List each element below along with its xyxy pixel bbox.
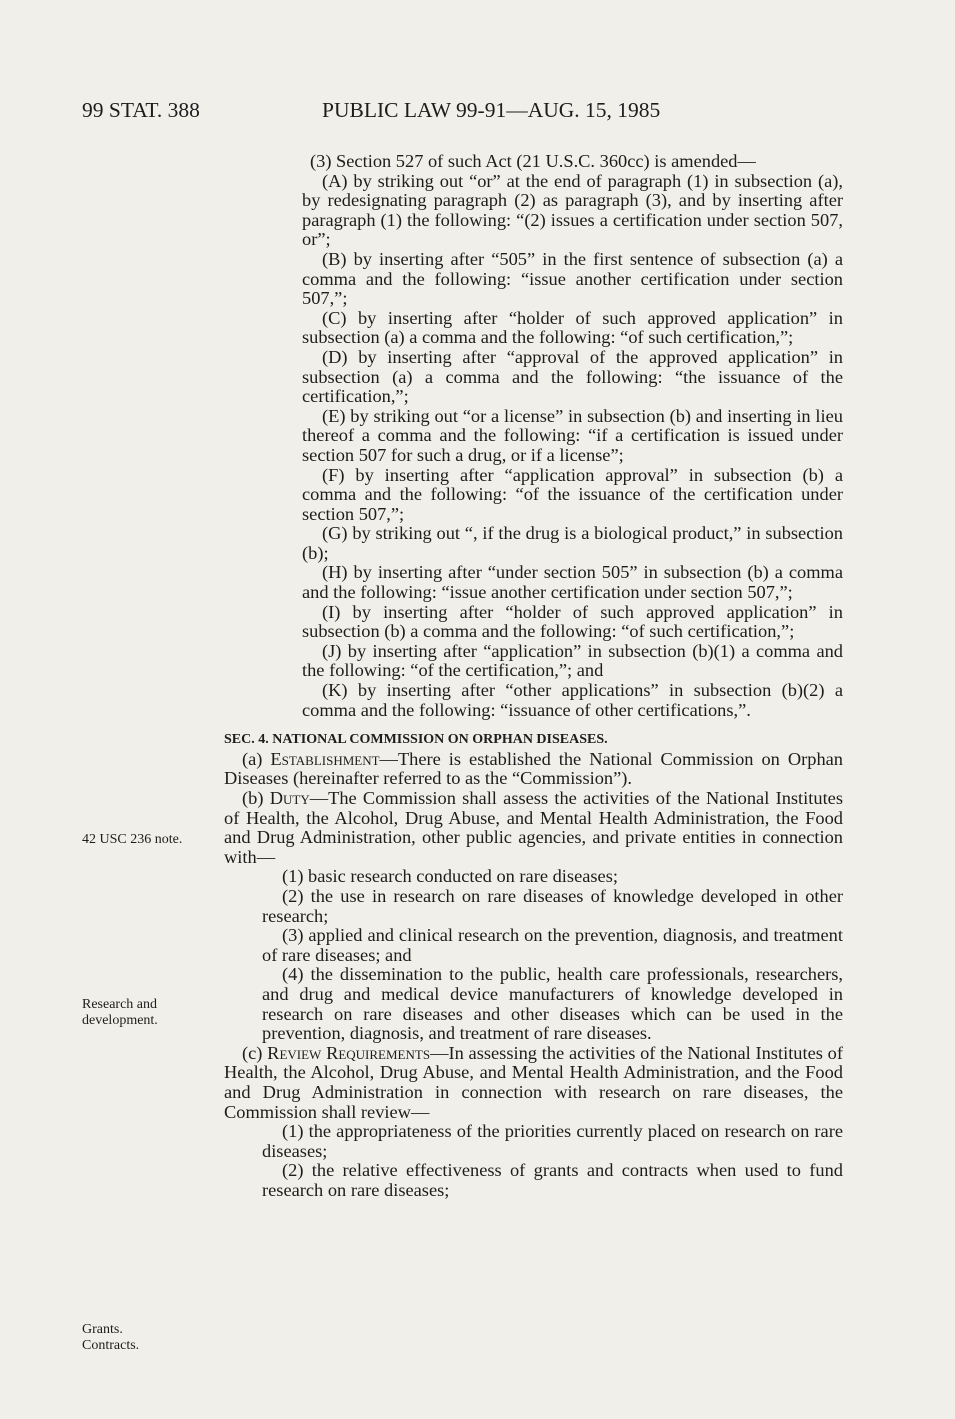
subsection-label: Duty [269, 788, 310, 808]
duty-item: (3) applied and clinical research on the prevention, diagnosis, and treatment of rare diseases; and [262, 925, 843, 965]
review-item: (2) the relative effectiveness of grants and contracts when used to fund research on rare diseases; [262, 1160, 843, 1200]
amendment-item: (C) by inserting after “holder of such approved application” in subsection (a) a comma and the following: “of such certification,”; [302, 307, 843, 348]
margin-note-research [82, 997, 158, 1029]
amendment-item: (H) by inserting after “under section 505” in subsection (b) a comma and the following: “issue another certification under section 507,”; [302, 562, 843, 603]
subsection-label: Review Requirements [267, 1042, 431, 1063]
margin-note-contracts-line: Contracts. [82, 1338, 140, 1353]
amendment-item: (A) by striking out “or” at the end of paragraph (1) in subsection (a), by redesignating paragraph (2) as paragraph (3), and by inserting after paragraph (1) the following: “(2) issues a certification under section 507, or”; [302, 170, 843, 250]
statute-page-reference: 99 STAT. 388 [82, 98, 200, 122]
margin-note-usc: 42 USC 236 note. [82, 832, 183, 847]
amendment-item: (D) by inserting after “approval of the approved application” in subsection (a) a comma and the following: “the issuance of the certification,”; [302, 346, 843, 407]
amendment-item: (F) by inserting after “application approval” in subsection (b) a comma and the following: “of the issuance of the certification under section 507,”; [302, 464, 843, 524]
margin-note-grants-line: Grants. [82, 1322, 123, 1337]
subsection-review: (c) Review Requirements—In assessing the activities of the National Institutes of Health, the Alcohol, Drug Abuse, and Mental Health Administration, and the Food and Drug Administration in connection with research on rare diseases, the Commission shall review— [224, 1042, 843, 1122]
amendment-item: (B) by inserting after “505” in the first sentence of subsection (a) a comma and the following: “issue another certification under section 507,”; [302, 248, 843, 309]
amendment-item: (K) by inserting after “other applications” in subsection (b)(2) a comma and the following: “issuance of other certifications,”. [302, 680, 843, 720]
subsection-label: Establishment [270, 748, 380, 769]
subsection-text: —There is established the National Commission on Orphan Diseases (hereinafter referred to as the “Commission”). [224, 748, 843, 789]
body-text [224, 152, 843, 1200]
subsection-duty: (b) Duty—The Commission shall assess the activities of the National Institutes of Health, the Alcohol, Drug Abuse, and Mental Health Administration, the Food and Drug Administration, other public agencies, and private entities in connection with— [224, 788, 843, 867]
margin-note-research-line: development. [82, 1013, 158, 1028]
amendment-item: (I) by inserting after “holder of such approved application” in subsection (b) a comma and the following: “of such certification,”; [302, 601, 843, 642]
subsection-text: —The Commission shall assess the activities of the National Institutes of Health, the Alcohol, Drug Abuse, and Mental Health Administration, the Food and Drug Administration, other public agencies, and private entities in connection with— [224, 788, 843, 867]
subsection-establishment: (a) Establishment—There is established the National Commission on Orphan Diseases (hereinafter referred to as the “Commission”). [224, 748, 843, 789]
review-item: (1) the appropriateness of the priorities currently placed on research on rare diseases; [262, 1121, 843, 1161]
paragraph-intro: (3) Section 527 of such Act (21 U.S.C. 360cc) is amended— [310, 151, 756, 171]
running-title: PUBLIC LAW 99-91—AUG. 15, 1985 [322, 98, 661, 122]
margin-note-grants [82, 1322, 139, 1354]
subsection-text: —In assessing the activities of the National Institutes of Health, the Alcohol, Drug Abuse, and Mental Health Administration, and the Food and Drug Administration in connection with research on rare diseases, the Commission shall review— [224, 1042, 843, 1122]
duty-item: (2) the use in research on rare diseases of knowledge developed in other research; [262, 885, 843, 926]
amendment-item: (E) by striking out “or a license” in subsection (b) and inserting in lieu thereof a comma and the following: “if a certification is issued under section 507 for such a drug, or if a license”; [302, 405, 843, 465]
duty-item: (4) the dissemination to the public, health care professionals, researchers, and drug and medical device manufacturers of knowledge developed in research on rare diseases and other diseases which can be used in the prevention, diagnosis, and treatment of rare diseases. [262, 964, 843, 1044]
margin-note-research-line: Research and [82, 997, 158, 1012]
page-header [82, 98, 845, 130]
amendment-item: (G) by striking out “, if the drug is a biological product,” in subsection (b); [302, 523, 843, 563]
section-heading: SEC. 4. NATIONAL COMMISSION ON ORPHAN DISEASES. [224, 732, 608, 748]
duty-item: (1) basic research conducted on rare diseases; [282, 866, 618, 887]
amendment-item: (J) by inserting after “application” in subsection (b)(1) a comma and the following: “of the certification,”; and [302, 640, 843, 681]
